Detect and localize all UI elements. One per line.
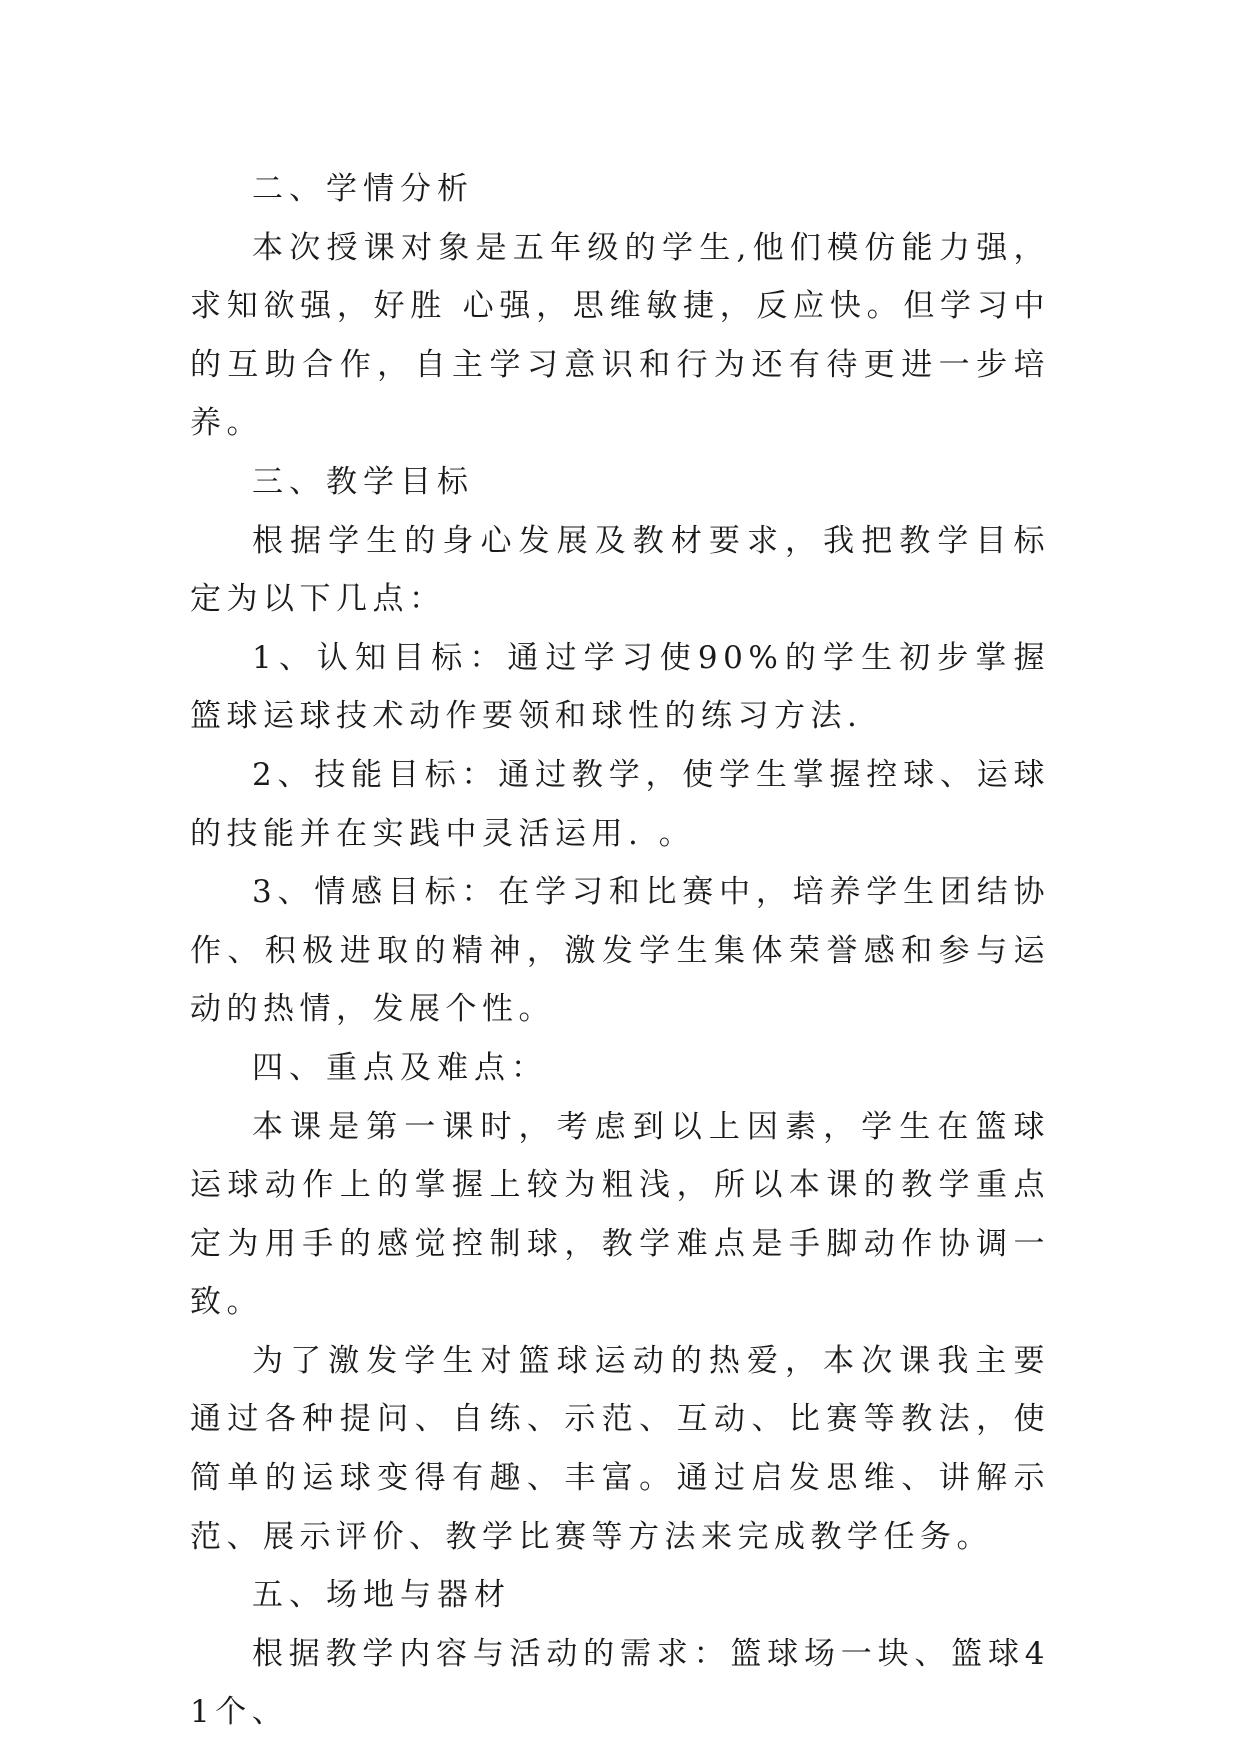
section-heading-teaching-goals: 三、教学目标 xyxy=(252,463,474,500)
paragraph-teaching-methods: 为了激发学生对篮球运动的热爱，本次课我主要通过各种提问、自练、示范、互动、比赛等教法，使简单的运球变得有趣、丰富。通过启发思维、讲解示范、展示评价、教学比赛等方法来完成教学任务。 xyxy=(190,1342,1050,1555)
paragraph-goal-skill: 2、技能目标：通过教学，使学生掌握控球、运球的技能并在实践中灵活运用. 。 xyxy=(190,756,1050,852)
paragraph-venue-equipment: 根据教学内容与活动的需求：篮球场一块、篮球41个、 xyxy=(190,1635,1050,1731)
section-heading-key-points: 四、重点及难点： xyxy=(252,1049,548,1086)
section-heading-student-analysis: 二、学情分析 xyxy=(252,171,474,207)
paragraph-student-analysis: 本次授课对象是五年级的学生,他们模仿能力强，求知欲强，好胜 心强，思维敏捷，反应快。但学习中的互助合作，自主学习意识和行为还有待更进一步培养。 xyxy=(190,229,1050,442)
document-body xyxy=(190,160,1050,1742)
section-heading-venue-equipment: 五、场地与器材 xyxy=(252,1577,511,1614)
paragraph-key-points: 本课是第一课时，考虑到以上因素，学生在篮球运球动作上的掌握上较为粗浅，所以本课的教学重点定为用手的感觉控制球，教学难点是手脚动作协调一致。 xyxy=(190,1108,1050,1321)
paragraph-goals-intro: 根据学生的身心发展及教材要求，我把教学目标定为以下几点： xyxy=(190,522,1050,618)
paragraph-goal-cognitive: 1、认知目标：通过学习使90%的学生初步掌握篮球运球技术动作要领和球性的练习方法. xyxy=(190,639,1050,735)
paragraph-goal-emotion: 3、情感目标：在学习和比赛中，培养学生团结协作、积极进取的精神，激发学生集体荣誉感和参与运动的热情，发展个性。 xyxy=(190,874,1050,1028)
